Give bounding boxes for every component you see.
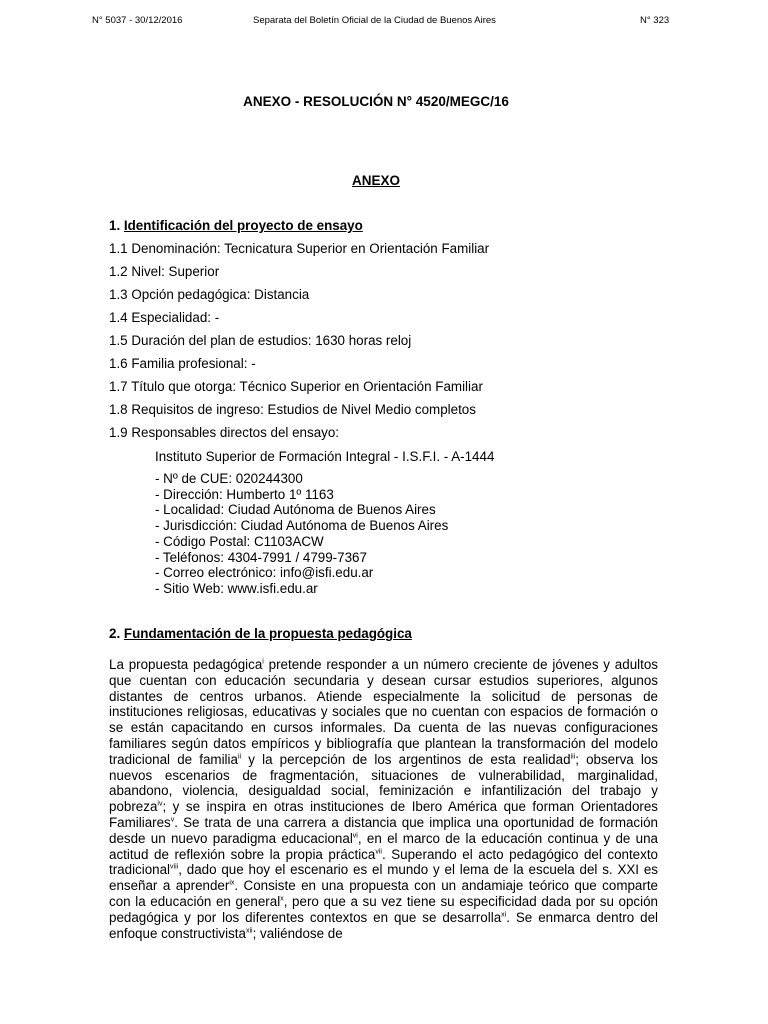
footnote-reference[interactable]: ii [237, 753, 242, 761]
paragraph-text-segment: , en el marco de la educación continua y de una actitud de reflexión sobre la propia práctica [109, 830, 658, 862]
institution-name: Instituto Superior de Formación Integral - I.S.F.I. - A-1444 [155, 449, 495, 464]
paragraph-text-segment: . Superando el acto pedagógico del contexto tradicional [109, 846, 658, 878]
detail-locality: - Localidad: Ciudad Autónoma de Buenos Aires [155, 502, 436, 518]
detail-address: - Dirección: Humberto 1º 1163 [155, 486, 334, 502]
annex-title: ANEXO [351, 173, 400, 188]
section-1-title: Identificación del proyecto de ensayo [123, 218, 363, 233]
paragraph-text-segment: . Se enmarca dentro del enfoque constructivista [109, 909, 659, 941]
section-2-paragraph [109, 657, 658, 941]
institution-details [155, 471, 448, 597]
footnote-reference[interactable]: ix [229, 879, 235, 887]
detail-website: - Sitio Web: www.isfi.edu.ar [155, 580, 318, 596]
paragraph-text-segment: . Se trata de una carrera a distancia que implica una oportunidad de formación desde un nuevo paradigma educacional [109, 814, 658, 846]
paragraph-text-segment: pretende responder a un número creciente de jóvenes y adultos que cuentan con educación secundaria y desean cursar estudios superiores, algunos distantes de centros urbanos. Atiende especialmente la solicitud de personas de instituciones religiosas, educativas y sociales que no cuentan con espacios de formación o se están capacitando en cursos informales. Da cuenta de las nuevas configuraciones familiares según datos empíricos y bibliografía que plantean la transformación del modelo tradicional de familia [109, 657, 658, 767]
section-2-heading [109, 626, 412, 641]
item-1-7: 1.7 Título que otorga: Técnico Superior en Orientación Familiar [109, 379, 483, 394]
item-1-3: 1.3 Opción pedagógica: Distancia [109, 287, 310, 302]
footnote-reference[interactable]: vi [352, 832, 358, 840]
gazette-issue-date: N° 5037 - 30/12/2016 [92, 15, 183, 26]
paragraph-text-segment: , pero que a su vez tiene su especificidad dada por su opción pedagógica y por los diferentes contextos en que se desarrolla [109, 893, 658, 925]
item-1-9: 1.9 Responsables directos del ensayo: [109, 425, 340, 440]
item-1-4: 1.4 Especialidad: - [109, 310, 220, 325]
item-1-6: 1.6 Familia profesional: - [109, 356, 256, 371]
item-1-1: 1.1 Denominación: Tecnicatura Superior en Orientación Familiar [109, 241, 490, 256]
footnote-reference[interactable]: x [280, 895, 284, 903]
detail-cue: - Nº de CUE: 020244300 [155, 471, 303, 486]
paragraph-text-segment: La propuesta pedagógica [109, 657, 263, 672]
section-2-number: 2. [109, 626, 121, 641]
paragraph-text-segment: . Consiste en una propuesta con un andamiaje teórico que comparte con la educación en general [109, 878, 658, 909]
detail-jurisdiction: - Jurisdicción: Ciudad Autónoma de Buenos Aires [155, 518, 449, 534]
paragraph-text-segment: , dado que hoy el escenario es el mundo y el lema de la escuela del s. XXI es enseñar a aprender [109, 862, 658, 894]
footnote-reference[interactable]: vii [375, 848, 382, 856]
footnote-reference[interactable]: iv [157, 800, 163, 808]
gazette-title: Separata del Boletín Oficial de la Ciudad de Buenos Aires [253, 15, 496, 26]
detail-postal-code: - Código Postal: C1103ACW [155, 533, 324, 549]
paragraph-text-segment: ; valiéndose de [252, 925, 343, 941]
footnote-reference[interactable]: i [262, 658, 264, 666]
footnote-reference[interactable]: iii [570, 753, 576, 761]
paragraph-text-segment: y la percepción de los argentinos de esta realidad [241, 751, 571, 767]
item-1-8: 1.8 Requisitos de ingreso: Estudios de Nivel Medio completos [109, 402, 476, 417]
page-number: N° 323 [640, 15, 670, 26]
footnote-reference[interactable]: viii [170, 863, 179, 871]
item-1-2: 1.2 Nivel: Superior [109, 264, 220, 279]
paragraph-text-segment: ; y se inspira en otras instituciones de Ibero América que forman Orientadores Familiares [109, 799, 658, 830]
footnote-reference[interactable]: xi [501, 911, 507, 919]
item-1-5: 1.5 Duración del plan de estudios: 1630 horas reloj [109, 333, 412, 348]
detail-phones: - Teléfonos: 4304-7991 / 4799-7367 [155, 549, 367, 565]
section-2-title: Fundamentación de la propuesta pedagógica [123, 626, 412, 641]
section-1-number: 1. [109, 218, 121, 233]
detail-email: - Correo electrónico: info@isfi.edu.ar [155, 565, 374, 581]
footnote-reference[interactable]: xii [245, 927, 253, 935]
section-1-heading [109, 218, 363, 233]
footnote-reference[interactable]: v [170, 816, 175, 824]
resolution-title: ANEXO - RESOLUCIÓN N° 4520/MEGC/16 [243, 94, 509, 109]
paragraph-text-segment: ; observa los nuevos escenarios de fragmentación, situaciones de vulnerabilidad, marginalidad, abandono, violencia, desigualdad social, feminización e infantilización del trabajo y pobreza [109, 751, 658, 815]
